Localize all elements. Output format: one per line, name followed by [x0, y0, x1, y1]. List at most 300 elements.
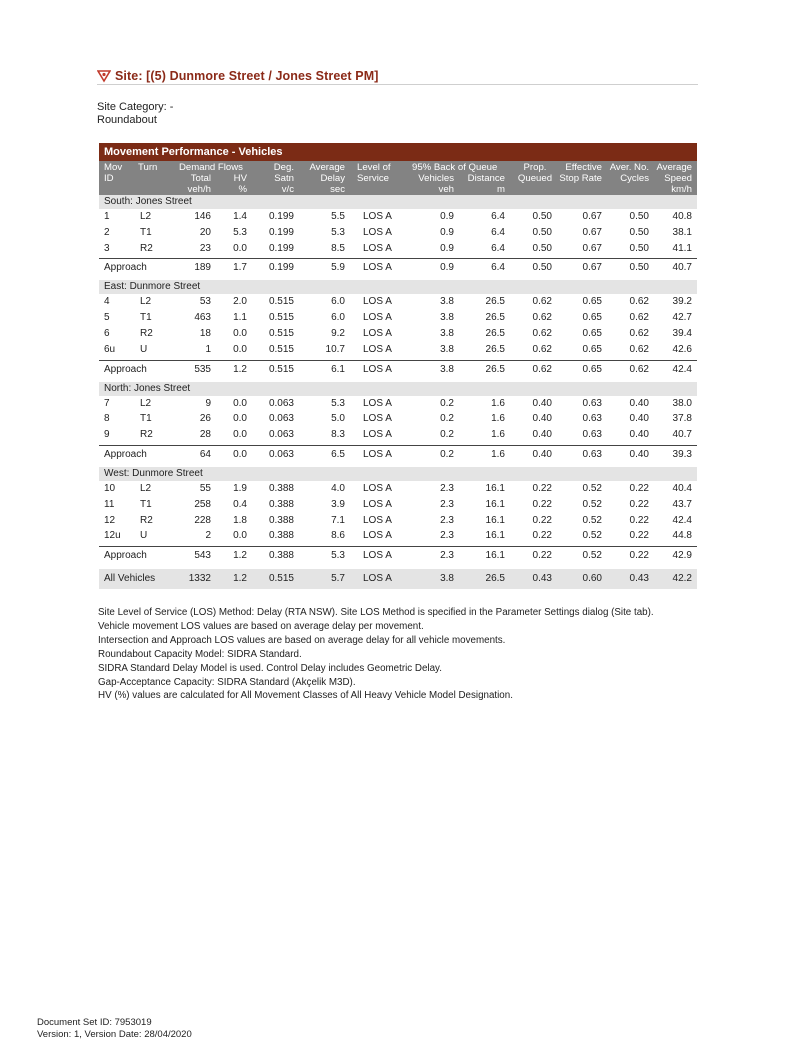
cell-cycles: 0.40: [629, 448, 649, 460]
cell-deg-satn: 0.515: [268, 363, 294, 375]
cell-prop-queued: 0.22: [532, 550, 552, 562]
cell-hv: 1.7: [233, 262, 247, 274]
cell-hv: 1.8: [233, 514, 247, 526]
roundabout-site-icon: [97, 69, 111, 83]
cell-turn: U: [140, 530, 148, 542]
cell-deg-satn: 0.063: [268, 397, 294, 409]
header-demand-flows: Demand Flows: [179, 162, 243, 173]
cell-los: LOS A: [363, 573, 392, 585]
table-row: [99, 528, 697, 544]
cell-mov-id: Approach: [104, 363, 147, 375]
cell-delay: 5.7: [331, 573, 345, 585]
cell-cycles: 0.22: [629, 514, 649, 526]
cell-total: 28: [199, 429, 211, 441]
cell-deg-satn: 0.199: [268, 226, 294, 238]
cell-speed: 40.4: [672, 482, 692, 494]
table-row: [99, 326, 697, 342]
cell-total: 543: [194, 550, 211, 562]
cell-total: 258: [194, 498, 211, 510]
cell-prop-queued: 0.43: [532, 573, 552, 585]
cell-turn: R2: [140, 429, 153, 441]
cell-turn: L2: [140, 482, 152, 494]
cell-hv: 1.2: [233, 573, 247, 585]
table-row: [99, 396, 697, 412]
cell-distance: 16.1: [485, 514, 505, 526]
note-line: SIDRA Standard Delay Model is used. Control Delay includes Geometric Delay.: [98, 662, 442, 674]
cell-vehicles: 0.9: [440, 211, 454, 222]
cell-distance: 26.5: [485, 573, 505, 585]
cell-speed: 42.9: [672, 550, 692, 562]
cell-vehicles: 2.3: [440, 514, 454, 526]
cell-stop-rate: 0.52: [582, 530, 602, 542]
cell-speed: 42.7: [672, 312, 692, 324]
cell-vehicles: 0.2: [440, 397, 454, 409]
header-prop-queued: Prop. Queued: [517, 162, 553, 184]
cell-stop-rate: 0.67: [582, 211, 602, 222]
cell-prop-queued: 0.50: [532, 262, 552, 274]
cell-stop-rate: 0.65: [582, 312, 602, 324]
cell-los: LOS A: [363, 448, 392, 460]
document-set-id: Document Set ID: 7953019: [37, 1017, 152, 1028]
cell-total: 189: [194, 262, 211, 274]
cell-prop-queued: 0.62: [532, 312, 552, 324]
cell-stop-rate: 0.65: [582, 343, 602, 355]
cell-hv: 1.4: [233, 211, 247, 222]
cell-distance: 6.4: [491, 242, 505, 254]
approach-summary-row: [99, 258, 697, 276]
cell-stop-rate: 0.52: [582, 514, 602, 526]
cell-turn: R2: [140, 327, 153, 339]
cell-cycles: 0.22: [629, 550, 649, 562]
cell-distance: 1.6: [491, 429, 505, 441]
cell-turn: T1: [140, 413, 152, 425]
cell-distance: 1.6: [491, 413, 505, 425]
cell-distance: 16.1: [485, 498, 505, 510]
cell-distance: 26.5: [485, 327, 505, 339]
site-category-label: Site Category: -: [97, 101, 174, 113]
table-row: [99, 342, 697, 358]
cell-speed: 43.7: [672, 498, 692, 510]
cell-speed: 38.0: [672, 397, 692, 409]
cell-speed: 42.4: [672, 363, 692, 375]
cell-turn: L2: [140, 296, 152, 308]
cell-cycles: 0.62: [629, 327, 649, 339]
cell-delay: 6.1: [331, 363, 345, 375]
cell-deg-satn: 0.515: [268, 296, 294, 308]
cell-prop-queued: 0.40: [532, 413, 552, 425]
cell-mov-id: 2: [104, 226, 110, 238]
cell-cycles: 0.62: [629, 363, 649, 375]
cell-los: LOS A: [363, 211, 392, 222]
cell-hv: 0.0: [233, 429, 247, 441]
table-row: [99, 294, 697, 310]
document-version: Version: 1, Version Date: 28/04/2020: [37, 1029, 192, 1040]
note-line: Site Level of Service (LOS) Method: Delay (RTA NSW). Site LOS Method is specified in the Parameter Settings dialog (Site tab).: [98, 607, 654, 618]
cell-hv: 1.1: [233, 312, 247, 324]
approach-group-heading: South: Jones Street: [99, 195, 697, 209]
cell-deg-satn: 0.515: [268, 327, 294, 339]
note-line: Gap-Acceptance Capacity: SIDRA Standard (Akçelik M3D).: [98, 676, 356, 688]
cell-los: LOS A: [363, 498, 392, 510]
cell-speed: 42.2: [672, 573, 692, 585]
cell-hv: 0.4: [233, 498, 247, 510]
cell-delay: 9.2: [331, 327, 345, 339]
cell-cycles: 0.50: [629, 226, 649, 238]
cell-hv: 5.3: [233, 226, 247, 238]
cell-speed: 42.6: [672, 343, 692, 355]
cell-delay: 4.0: [331, 482, 345, 494]
cell-speed: 40.7: [672, 429, 692, 441]
approach-summary-row: [99, 360, 697, 378]
cell-delay: 8.6: [331, 530, 345, 542]
cell-los: LOS A: [363, 312, 392, 324]
approach-summary-row: [99, 445, 697, 463]
cell-speed: 37.8: [672, 413, 692, 425]
cell-prop-queued: 0.40: [532, 429, 552, 441]
cell-distance: 16.1: [485, 482, 505, 494]
cell-turn: R2: [140, 242, 153, 254]
cell-total: 463: [194, 312, 211, 324]
note-line: Intersection and Approach LOS values are based on average delay for all vehicle movements.: [98, 634, 506, 646]
cell-delay: 5.9: [331, 262, 345, 274]
cell-turn: L2: [140, 397, 152, 409]
cell-turn: T1: [140, 312, 152, 324]
cell-total: 64: [199, 448, 211, 460]
cell-hv: 0.0: [233, 413, 247, 425]
document-footer: [37, 1017, 192, 1041]
cell-mov-id: 6: [104, 327, 110, 339]
cell-hv: 2.0: [233, 296, 247, 308]
cell-hv: 0.0: [233, 448, 247, 460]
cell-vehicles: 0.9: [440, 262, 454, 274]
cell-distance: 6.4: [491, 226, 505, 238]
cell-hv: 1.9: [233, 482, 247, 494]
cell-distance: 6.4: [491, 211, 505, 222]
table-body: [99, 195, 697, 589]
cell-hv: 0.0: [233, 397, 247, 409]
cell-cycles: 0.62: [629, 312, 649, 324]
cell-prop-queued: 0.62: [532, 363, 552, 375]
cell-deg-satn: 0.388: [268, 530, 294, 542]
cell-speed: 39.3: [672, 448, 692, 460]
cell-cycles: 0.22: [629, 530, 649, 542]
cell-delay: 5.0: [331, 413, 345, 425]
cell-stop-rate: 0.52: [582, 498, 602, 510]
cell-vehicles: 0.2: [440, 413, 454, 425]
site-category: [97, 101, 173, 127]
cell-distance: 6.4: [491, 262, 505, 274]
table-row: [99, 225, 697, 241]
cell-deg-satn: 0.388: [268, 498, 294, 510]
cell-los: LOS A: [363, 343, 392, 355]
cell-los: LOS A: [363, 482, 392, 494]
cell-turn: R2: [140, 514, 153, 526]
cell-vehicles: 0.2: [440, 429, 454, 441]
cell-total: 1: [205, 343, 211, 355]
cell-los: LOS A: [363, 327, 392, 339]
cell-mov-id: 3: [104, 242, 110, 254]
header-total: Total veh/h: [187, 173, 211, 195]
cell-vehicles: 3.8: [440, 573, 454, 585]
cell-stop-rate: 0.67: [582, 262, 602, 274]
cell-total: 26: [199, 413, 211, 425]
cell-mov-id: 12: [104, 514, 116, 526]
cell-mov-id: 11: [104, 498, 115, 510]
cell-vehicles: 2.3: [440, 550, 454, 562]
cell-mov-id: Approach: [104, 550, 147, 562]
approach-summary-row: [99, 546, 697, 564]
cell-total: 1332: [188, 573, 211, 585]
cell-prop-queued: 0.50: [532, 226, 552, 238]
cell-los: LOS A: [363, 530, 392, 542]
cell-hv: 0.0: [233, 327, 247, 339]
cell-cycles: 0.62: [629, 343, 649, 355]
cell-distance: 16.1: [485, 530, 505, 542]
cell-distance: 26.5: [485, 296, 505, 308]
cell-delay: 3.9: [331, 498, 345, 510]
cell-vehicles: 3.8: [440, 327, 454, 339]
cell-delay: 5.3: [331, 550, 345, 562]
cell-delay: 10.7: [325, 343, 345, 355]
header-vehicles: Vehicles veh: [418, 173, 454, 195]
approach-group-heading: West: Dunmore Street: [99, 467, 697, 481]
cell-stop-rate: 0.63: [582, 413, 602, 425]
cell-los: LOS A: [363, 262, 392, 274]
cell-stop-rate: 0.67: [582, 226, 602, 238]
cell-vehicles: 0.9: [440, 226, 454, 238]
header-mov: Mov ID: [104, 162, 123, 184]
cell-cycles: 0.40: [629, 413, 649, 425]
site-category-type: Roundabout: [97, 114, 157, 126]
cell-los: LOS A: [363, 429, 392, 441]
cell-prop-queued: 0.22: [532, 530, 552, 542]
cell-deg-satn: 0.199: [268, 211, 294, 222]
header-deg-satn: Deg. Satn v/c: [273, 162, 294, 195]
header-distance: Distance m: [467, 173, 505, 195]
cell-distance: 1.6: [491, 448, 505, 460]
cell-mov-id: Approach: [104, 448, 147, 460]
cell-speed: 38.1: [672, 226, 692, 238]
header-turn: Turn: [138, 162, 158, 173]
cell-turn: T1: [140, 498, 152, 510]
note-line: Roundabout Capacity Model: SIDRA Standard.: [98, 648, 302, 660]
cell-deg-satn: 0.063: [268, 429, 294, 441]
cell-speed: 44.8: [672, 530, 692, 542]
cell-hv: 0.0: [233, 530, 247, 542]
cell-mov-id: 1: [104, 211, 110, 222]
cell-mov-id: 8: [104, 413, 110, 425]
cell-mov-id: 5: [104, 312, 110, 324]
table-row: [99, 209, 697, 225]
cell-total: 55: [199, 482, 211, 494]
cell-prop-queued: 0.22: [532, 498, 552, 510]
cell-turn: L2: [140, 211, 152, 222]
cell-delay: 8.5: [331, 242, 345, 254]
cell-deg-satn: 0.063: [268, 448, 294, 460]
cell-distance: 26.5: [485, 312, 505, 324]
cell-speed: 42.4: [672, 514, 692, 526]
cell-deg-satn: 0.199: [268, 242, 294, 254]
cell-cycles: 0.22: [629, 482, 649, 494]
cell-vehicles: 3.8: [440, 296, 454, 308]
header-average-delay: Average Delay sec: [309, 162, 345, 195]
cell-mov-id: All Vehicles: [104, 573, 156, 585]
cell-los: LOS A: [363, 413, 392, 425]
cell-vehicles: 0.2: [440, 448, 454, 460]
cell-mov-id: 7: [104, 397, 110, 409]
cell-total: 2: [205, 530, 211, 542]
cell-mov-id: Approach: [104, 262, 147, 274]
cell-prop-queued: 0.62: [532, 327, 552, 339]
report-notes: [98, 606, 718, 703]
cell-los: LOS A: [363, 514, 392, 526]
cell-turn: U: [140, 343, 148, 355]
cell-mov-id: 10: [104, 482, 116, 494]
cell-total: 146: [194, 211, 211, 222]
cell-stop-rate: 0.63: [582, 429, 602, 441]
approach-group-heading: North: Jones Street: [99, 382, 697, 396]
cell-hv: 1.2: [233, 550, 247, 562]
cell-los: LOS A: [363, 550, 392, 562]
cell-deg-satn: 0.388: [268, 514, 294, 526]
cell-vehicles: 2.3: [440, 498, 454, 510]
cell-distance: 1.6: [491, 397, 505, 409]
cell-speed: 40.7: [672, 262, 692, 274]
cell-speed: 41.1: [672, 242, 692, 254]
cell-hv: 0.0: [233, 242, 247, 254]
cell-stop-rate: 0.65: [582, 327, 602, 339]
cell-speed: 39.4: [672, 327, 692, 339]
table-row: [99, 497, 697, 513]
cell-stop-rate: 0.63: [582, 397, 602, 409]
cell-prop-queued: 0.50: [532, 242, 552, 254]
cell-los: LOS A: [363, 242, 392, 254]
cell-hv: 0.0: [233, 343, 247, 355]
all-vehicles-row: [99, 569, 697, 589]
cell-prop-queued: 0.62: [532, 296, 552, 308]
cell-cycles: 0.50: [629, 262, 649, 274]
table-row: [99, 411, 697, 427]
cell-mov-id: 4: [104, 296, 110, 308]
cell-hv: 1.2: [233, 363, 247, 375]
cell-vehicles: 0.9: [440, 242, 454, 254]
cell-delay: 5.5: [331, 211, 345, 222]
header-hv: HV %: [233, 173, 247, 195]
cell-los: LOS A: [363, 296, 392, 308]
cell-vehicles: 2.3: [440, 482, 454, 494]
cell-mov-id: 6u: [104, 343, 116, 355]
cell-speed: 40.8: [672, 211, 692, 222]
cell-los: LOS A: [363, 226, 392, 238]
cell-cycles: 0.40: [629, 429, 649, 441]
cell-total: 228: [194, 514, 211, 526]
cell-total: 20: [199, 226, 211, 238]
cell-prop-queued: 0.50: [532, 211, 552, 222]
table-row: [99, 481, 697, 497]
cell-delay: 5.3: [331, 226, 345, 238]
cell-delay: 8.3: [331, 429, 345, 441]
cell-stop-rate: 0.65: [582, 363, 602, 375]
cell-stop-rate: 0.60: [582, 573, 602, 585]
cell-prop-queued: 0.22: [532, 482, 552, 494]
cell-deg-satn: 0.063: [268, 413, 294, 425]
cell-delay: 7.1: [331, 514, 345, 526]
header-average-speed: Average Speed km/h: [656, 162, 692, 195]
cell-deg-satn: 0.515: [268, 573, 294, 585]
cell-deg-satn: 0.515: [268, 343, 294, 355]
cell-deg-satn: 0.388: [268, 550, 294, 562]
cell-total: 535: [194, 363, 211, 375]
cell-distance: 26.5: [485, 343, 505, 355]
cell-cycles: 0.43: [629, 573, 649, 585]
cell-vehicles: 3.8: [440, 363, 454, 375]
note-line: HV (%) values are calculated for All Movement Classes of All Heavy Vehicle Model Designation.: [98, 690, 513, 702]
cell-stop-rate: 0.65: [582, 296, 602, 308]
cell-delay: 6.0: [331, 296, 345, 308]
cell-cycles: 0.50: [629, 242, 649, 254]
site-title-bar: [97, 67, 698, 85]
header-aver-no-cycles: Aver. No. Cycles: [609, 162, 649, 184]
table-row: [99, 427, 697, 443]
cell-turn: T1: [140, 226, 152, 238]
cell-cycles: 0.50: [629, 211, 649, 222]
cell-total: 9: [205, 397, 211, 409]
cell-total: 23: [199, 242, 211, 254]
cell-deg-satn: 0.515: [268, 312, 294, 324]
cell-cycles: 0.22: [629, 498, 649, 510]
cell-los: LOS A: [363, 397, 392, 409]
header-back-of-queue: 95% Back of Queue: [412, 162, 498, 173]
cell-deg-satn: 0.199: [268, 262, 294, 274]
table-banner: Movement Performance - Vehicles: [99, 143, 697, 161]
cell-cycles: 0.40: [629, 397, 649, 409]
table-row: [99, 513, 697, 529]
header-effective-stop-rate: Effective Stop Rate: [559, 162, 602, 184]
cell-mov-id: 12u: [104, 530, 121, 542]
cell-delay: 6.0: [331, 312, 345, 324]
cell-stop-rate: 0.52: [582, 550, 602, 562]
approach-group-heading: East: Dunmore Street: [99, 280, 697, 294]
table-row: [99, 241, 697, 257]
cell-speed: 39.2: [672, 296, 692, 308]
cell-total: 18: [199, 327, 211, 339]
cell-los: LOS A: [363, 363, 392, 375]
cell-stop-rate: 0.67: [582, 242, 602, 254]
cell-distance: 16.1: [485, 550, 505, 562]
cell-vehicles: 3.8: [440, 343, 454, 355]
cell-total: 53: [199, 296, 211, 308]
cell-cycles: 0.62: [629, 296, 649, 308]
cell-prop-queued: 0.62: [532, 343, 552, 355]
site-title: Site: [(5) Dunmore Street / Jones Street PM]: [115, 68, 379, 83]
cell-vehicles: 3.8: [440, 312, 454, 324]
movement-performance-table: [99, 143, 697, 589]
cell-prop-queued: 0.40: [532, 397, 552, 409]
cell-stop-rate: 0.52: [582, 482, 602, 494]
cell-prop-queued: 0.22: [532, 514, 552, 526]
cell-deg-satn: 0.388: [268, 482, 294, 494]
header-level-of-service: Level of Service: [357, 162, 391, 184]
cell-delay: 6.5: [331, 448, 345, 460]
cell-prop-queued: 0.40: [532, 448, 552, 460]
cell-stop-rate: 0.63: [582, 448, 602, 460]
cell-vehicles: 2.3: [440, 530, 454, 542]
table-header: [99, 161, 697, 195]
note-line: Vehicle movement LOS values are based on average delay per movement.: [98, 620, 424, 632]
cell-delay: 5.3: [331, 397, 345, 409]
cell-mov-id: 9: [104, 429, 110, 441]
table-row: [99, 310, 697, 326]
